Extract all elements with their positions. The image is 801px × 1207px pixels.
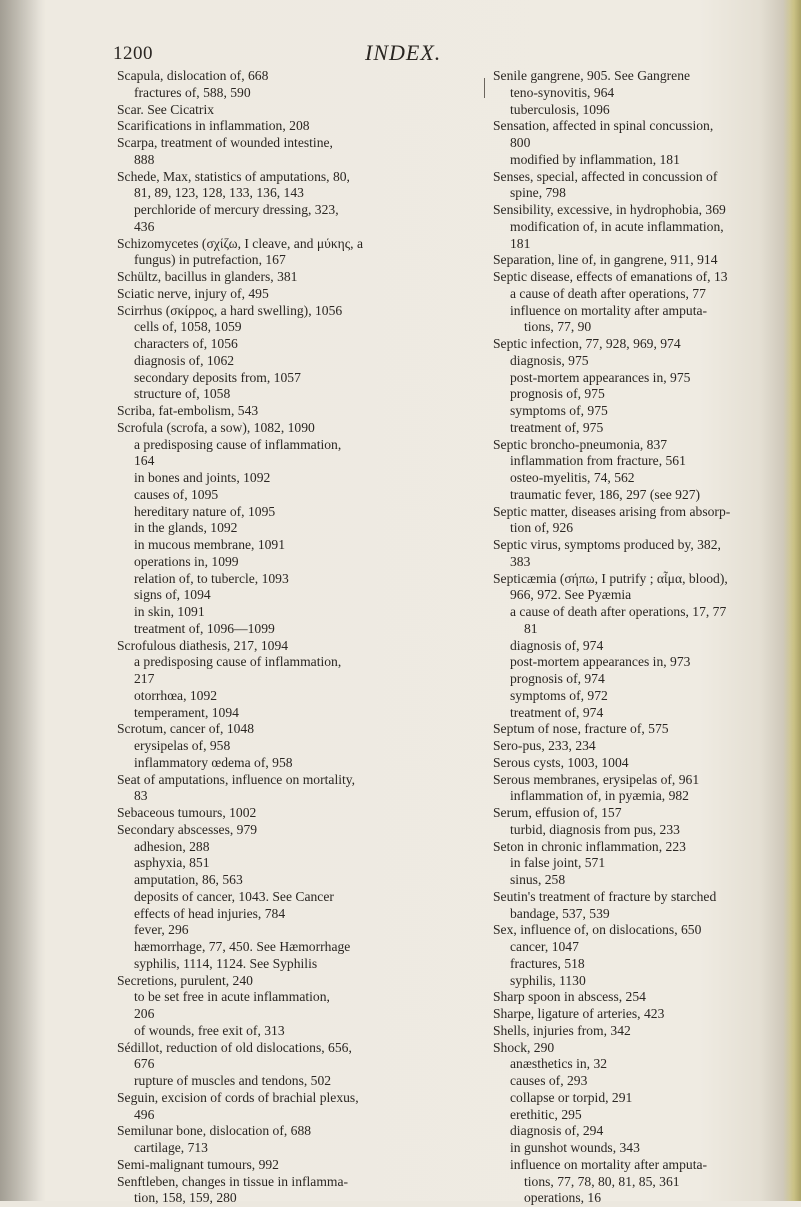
running-head: INDEX.	[365, 40, 442, 65]
index-entry: modified by inflammation, 181	[510, 151, 680, 167]
index-entry: Seton in chronic inflammation, 223	[493, 838, 686, 854]
index-entry: in the glands, 1092	[134, 520, 238, 536]
index-entry: Septic broncho-pneumonia, 837	[493, 436, 668, 452]
index-entry: causes of, 1095	[134, 486, 219, 502]
index-entry: 800	[510, 135, 531, 150]
index-entry: 81	[524, 620, 538, 636]
index-entry: deposits of cancer, 1043. See Cancer	[134, 888, 334, 904]
index-entry: Septic matter, diseases arising from absorp-	[493, 503, 731, 519]
index-entry: sinus, 258	[510, 872, 566, 887]
index-entry: 383	[510, 553, 531, 569]
index-entry: 206	[134, 1006, 155, 1021]
index-entry: 436	[134, 218, 155, 234]
index-entry: tion of, 926	[510, 520, 574, 536]
index-entry: symptoms of, 972	[510, 687, 608, 703]
index-entry: Sebaceous tumours, 1002	[117, 805, 257, 820]
index-entry: Shock, 290	[493, 1039, 555, 1055]
index-entry: bandage, 537, 539	[510, 905, 610, 921]
index-entry: 888	[134, 151, 155, 167]
index-entry: rupture of muscles and tendons, 502	[134, 1073, 332, 1088]
index-entry: prognosis of, 975	[510, 386, 605, 402]
index-entry: Seutin's treatment of fracture by starched	[493, 888, 717, 904]
index-entry: tions, 77, 78, 80, 81, 85, 361	[524, 1173, 680, 1189]
index-entry: characters of, 1056	[134, 336, 238, 351]
index-entry: osteo-myelitis, 74, 562	[510, 470, 635, 485]
index-entry: in false joint, 571	[510, 855, 606, 871]
index-column-left	[117, 68, 477, 1207]
index-entry: Scapula, dislocation of, 668	[117, 68, 269, 83]
index-entry: Schizomycetes (σχίζω, I cleave, and μύκης, a	[117, 235, 364, 251]
index-entry: 81, 89, 123, 128, 133, 136, 143	[134, 185, 304, 201]
index-entry: hæmorrhage, 77, 450. See Hæmorrhage	[134, 939, 351, 954]
index-entry: inflammatory œdema of, 958	[134, 754, 293, 770]
page-edge	[783, 0, 801, 1201]
index-entry: in skin, 1091	[134, 604, 205, 619]
index-entry: diagnosis, 975	[510, 352, 589, 368]
index-entry: collapse or torpid, 291	[510, 1089, 633, 1105]
index-entry: Septic virus, symptoms produced by, 382,	[493, 537, 721, 552]
index-entry: Septicæmia (σήπω, I putrify ; αἷμα, blood),	[493, 570, 728, 586]
index-entry: prognosis of, 974	[510, 671, 605, 686]
index-column-right	[493, 68, 783, 1207]
index-entry: Serum, effusion of, 157	[493, 805, 622, 820]
index-entry: Scrofula (scrofa, a sow), 1082, 1090	[117, 419, 315, 435]
index-entry: in bones and joints, 1092	[134, 470, 271, 485]
index-entry: a cause of death after operations, 77	[510, 285, 706, 301]
index-entry: tuberculosis, 1096	[510, 101, 610, 117]
index-entry: amputation, 86, 563	[134, 872, 243, 887]
index-entry: inflammation from fracture, 561	[510, 453, 686, 469]
index-entry: Scrofulous diathesis, 217, 1094	[117, 637, 289, 653]
index-entry: Sero-pus, 233, 234	[493, 738, 596, 753]
index-entry: Scirrhus (σκίρρος, a hard swelling), 1056	[117, 302, 343, 318]
index-entry: post-mortem appearances in, 975	[510, 369, 691, 385]
index-entry: Serous cysts, 1003, 1004	[493, 754, 629, 770]
index-entry: Septic disease, effects of emanations of, 13	[493, 269, 728, 284]
page-number: 1200	[113, 43, 153, 64]
index-entry: relation of, to tubercle, 1093	[134, 570, 289, 586]
index-entry: of wounds, free exit of, 313	[134, 1022, 285, 1038]
index-entry: fever, 296	[134, 922, 189, 938]
index-entry: teno-synovitis, 964	[510, 84, 615, 100]
index-entry: erysipelas of, 958	[134, 738, 231, 753]
index-entry: Serous membranes, erysipelas of, 961	[493, 771, 700, 787]
index-entry: 217	[134, 671, 155, 686]
index-entry: fractures of, 588, 590	[134, 84, 251, 100]
index-entry: Sédillot, reduction of old dislocations, 656,	[117, 1039, 352, 1055]
index-entry: inflammation of, in pyæmia, 982	[510, 788, 689, 804]
index-entry: a cause of death after operations, 17, 77	[510, 604, 727, 619]
index-entry: influence on mortality after amputa-	[510, 1156, 708, 1172]
index-entry: fractures, 518	[510, 955, 585, 971]
index-entry: Semilunar bone, dislocation of, 688	[117, 1123, 312, 1139]
index-entry: to be set free in acute inflammation,	[134, 989, 330, 1005]
index-entry: in mucous membrane, 1091	[134, 537, 286, 552]
index-entry: Scrotum, cancer of, 1048	[117, 721, 255, 737]
index-entry: Shells, injuries from, 342	[493, 1022, 631, 1038]
index-entry: Scarpa, treatment of wounded intestine,	[117, 135, 333, 150]
index-entry: 966, 972. See Pyæmia	[510, 587, 632, 603]
index-entry: operations, 16	[524, 1190, 602, 1206]
index-entry: temperament, 1094	[134, 704, 239, 720]
index-entry: anæsthetics in, 32	[510, 1056, 608, 1072]
index-entry: treatment of, 974	[510, 704, 604, 720]
index-entry: traumatic fever, 186, 297 (see 927)	[510, 486, 701, 502]
index-entry: structure of, 1058	[134, 386, 231, 402]
index-entry: spine, 798	[510, 185, 566, 201]
index-entry: Schültz, bacillus in glanders, 381	[117, 269, 298, 284]
index-entry: Schede, Max, statistics of amputations, 80,	[117, 168, 350, 184]
index-entry: asphyxia, 851	[134, 855, 210, 871]
index-entry: 676	[134, 1056, 155, 1072]
index-entry: modification of, in acute inflammation,	[510, 218, 724, 234]
index-entry: fungus) in putrefaction, 167	[134, 252, 286, 268]
index-entry: treatment of, 975	[510, 419, 604, 435]
index-entry: Senftleben, changes in tissue in inflamma-	[117, 1173, 349, 1189]
index-entry: diagnosis of, 1062	[134, 352, 235, 368]
index-entry: syphilis, 1130	[510, 972, 586, 988]
index-entry: in gunshot wounds, 343	[510, 1140, 640, 1155]
index-entry: diagnosis of, 294	[510, 1123, 604, 1139]
index-entry: a predisposing cause of inflammation,	[134, 654, 342, 670]
index-entry: syphilis, 1114, 1124. See Syphilis	[134, 955, 318, 971]
index-entry: Secretions, purulent, 240	[117, 972, 253, 988]
index-entry: tions, 77, 90	[524, 319, 592, 335]
index-entry: Sharp spoon in abscess, 254	[493, 989, 646, 1005]
index-entry: secondary deposits from, 1057	[134, 369, 301, 385]
index-entry: a predisposing cause of inflammation,	[134, 436, 342, 452]
column-divider	[484, 78, 485, 98]
index-entry: perchloride of mercury dressing, 323,	[134, 202, 339, 217]
index-entry: adhesion, 288	[134, 838, 210, 854]
index-entry: Sharpe, ligature of arteries, 423	[493, 1006, 665, 1021]
index-entry: turbid, diagnosis from pus, 233	[510, 821, 680, 837]
index-entry: diagnosis of, 974	[510, 637, 604, 653]
index-entry: 164	[134, 453, 155, 469]
index-entry: 181	[510, 235, 531, 251]
index-entry: Sex, influence of, on dislocations, 650	[493, 922, 702, 938]
index-entry: Scriba, fat-embolism, 543	[117, 403, 259, 418]
index-entry: causes of, 293	[510, 1073, 588, 1088]
index-entry: otorrhœa, 1092	[134, 687, 218, 703]
index-entry: erethitic, 295	[510, 1106, 582, 1122]
index-entry: operations in, 1099	[134, 553, 239, 569]
index-entry: symptoms of, 975	[510, 403, 608, 418]
index-entry: Sensibility, excessive, in hydrophobia, 369	[493, 202, 726, 217]
index-entry: 83	[134, 788, 148, 804]
index-entry: Septum of nose, fracture of, 575	[493, 721, 669, 737]
index-entry: signs of, 1094	[134, 587, 211, 603]
index-entry: Senile gangrene, 905. See Gangrene	[493, 68, 691, 83]
index-entry: hereditary nature of, 1095	[134, 503, 276, 519]
index-entry: Sensation, affected in spinal concussion,	[493, 118, 714, 134]
index-entry: cancer, 1047	[510, 939, 579, 954]
index-entry: Senses, special, affected in concussion of	[493, 168, 718, 184]
index-entry: Scar. See Cicatrix	[117, 101, 215, 117]
index-entry: effects of head injuries, 784	[134, 905, 286, 921]
spine-shadow	[0, 0, 46, 1201]
index-entry: Septic infection, 77, 928, 969, 974	[493, 336, 681, 351]
index-entry: Secondary abscesses, 979	[117, 821, 258, 837]
index-entry: Semi-malignant tumours, 992	[117, 1156, 279, 1172]
index-entry: influence on mortality after amputa-	[510, 302, 708, 318]
index-entry: tion, 158, 159, 280	[134, 1190, 237, 1206]
index-entry: Seguin, excision of cords of brachial plexus,	[117, 1089, 359, 1105]
index-entry: treatment of, 1096—1099	[134, 620, 275, 636]
index-entry: post-mortem appearances in, 973	[510, 654, 691, 670]
index-entry: Sciatic nerve, injury of, 495	[117, 285, 269, 301]
index-entry: cells of, 1058, 1059	[134, 319, 242, 335]
index-entry: Separation, line of, in gangrene, 911, 914	[493, 252, 718, 268]
index-entry: Seat of amputations, influence on mortality,	[117, 771, 356, 787]
index-entry: Scarifications in inflammation, 208	[117, 118, 310, 134]
index-entry: cartilage, 713	[134, 1140, 208, 1155]
index-entry: 496	[134, 1106, 155, 1122]
